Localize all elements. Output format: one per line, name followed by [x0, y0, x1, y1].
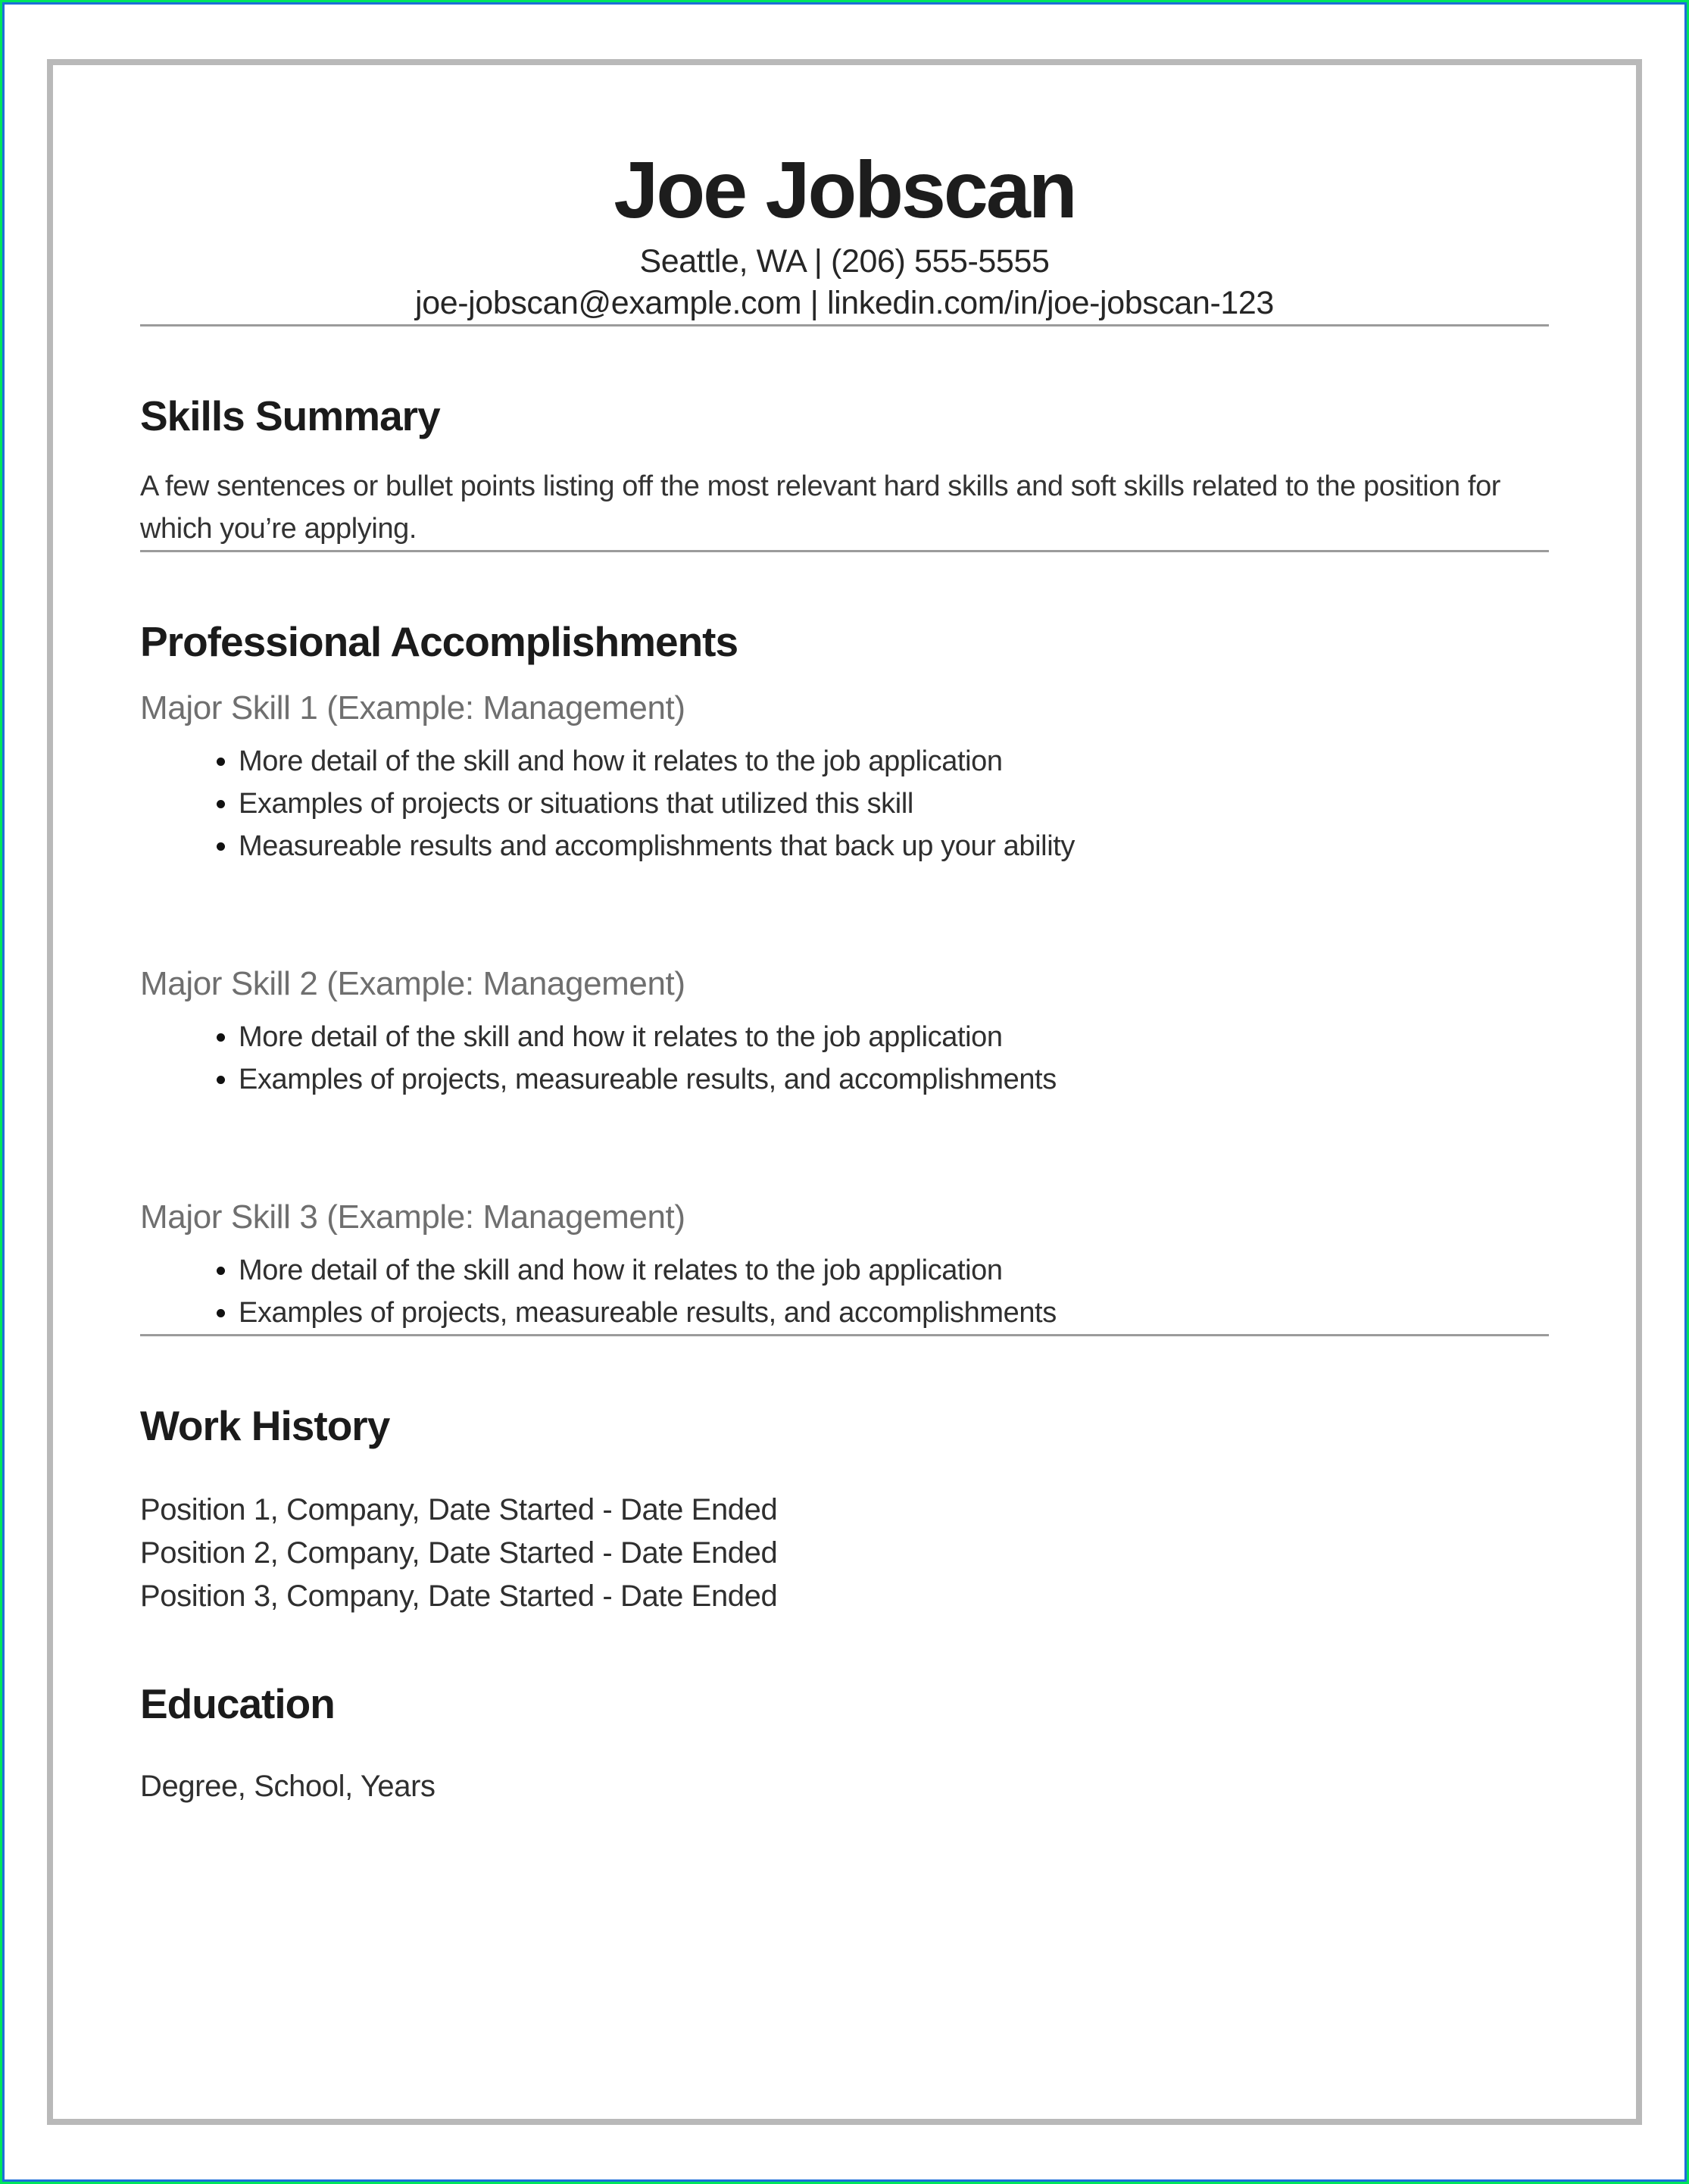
- bullet-item: • Examples of projects, measureable results, and accomplishments: [239, 1058, 1549, 1101]
- bullet-item: • Examples of projects, measureable results, and accomplishments: [239, 1292, 1549, 1334]
- divider-header: [140, 324, 1549, 327]
- contact-line-email-linkedin: joe-jobscan@example.com | linkedin.com/in/joe-jobscan-123: [415, 285, 1274, 321]
- resume-header: [140, 145, 1549, 324]
- section-heading-education: Education: [140, 1680, 335, 1727]
- section-heading-skills-summary: Skills Summary: [140, 392, 440, 439]
- bullet-item: • More detail of the skill and how it relates to the job application: [239, 1249, 1549, 1292]
- bullet-item: • More detail of the skill and how it relates to the job application: [239, 740, 1549, 783]
- section-heading-work-history: Work History: [140, 1402, 390, 1449]
- bullet-item: • More detail of the skill and how it relates to the job application: [239, 1016, 1549, 1058]
- skill-2-bullet-list: [140, 1016, 1549, 1101]
- position-line: Position 2, Company, Date Started - Date Ended: [140, 1536, 778, 1570]
- section-heading-professional-accomplishments: Professional Accomplishments: [140, 618, 738, 665]
- bullet-item: • Measureable results and accomplishments that back up your ability: [239, 825, 1549, 867]
- contact-line-location-phone: Seattle, WA | (206) 555-5555: [639, 243, 1050, 280]
- work-history-list: [140, 1489, 1549, 1618]
- position-line: Position 3, Company, Date Started - Date Ended: [140, 1579, 778, 1613]
- skill-1-bullet-list: [140, 740, 1549, 867]
- page-title: Joe Jobscan: [613, 145, 1076, 235]
- image-frame-inner: [2, 2, 1687, 2182]
- skill-3-bullet-list: [140, 1249, 1549, 1334]
- resume-page: [47, 59, 1642, 2125]
- divider-skills-summary: [140, 550, 1549, 552]
- position-line: Position 1, Company, Date Started - Date Ended: [140, 1493, 778, 1526]
- bullet-item: • Examples of projects or situations that utilized this skill: [239, 783, 1549, 825]
- skill-label-1: Major Skill 1 (Example: Management): [140, 689, 685, 726]
- skill-label-2: Major Skill 2 (Example: Management): [140, 965, 685, 1002]
- skill-label-3: Major Skill 3 (Example: Management): [140, 1198, 685, 1236]
- education-detail: Degree, School, Years: [140, 1770, 436, 1803]
- divider-professional-accomplishments: [140, 1334, 1549, 1336]
- skills-summary-text: A few sentences or bullet points listing off the most relevant hard skills and soft skills related to the position for which you’re applying.: [140, 470, 1501, 545]
